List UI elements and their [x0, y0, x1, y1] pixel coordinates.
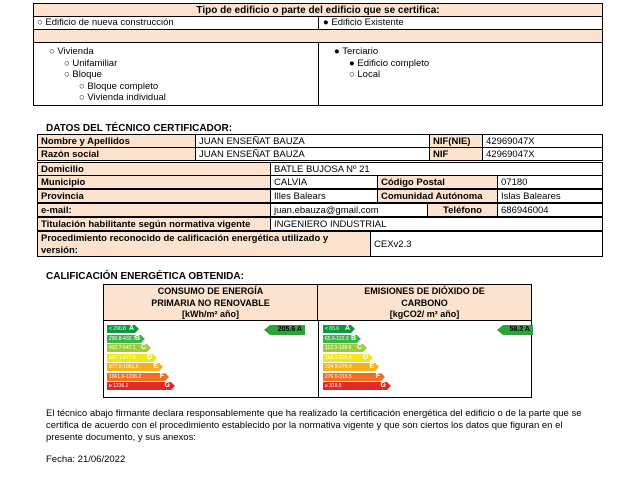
rating-table	[103, 284, 532, 398]
rating-band	[107, 335, 141, 343]
procedimiento-label-line2: versión:	[41, 245, 78, 256]
emisiones-scale	[323, 325, 530, 397]
rating-band	[323, 354, 369, 362]
rating-band-range: < 65.6	[325, 326, 340, 332]
rating-band-tip	[357, 335, 361, 343]
rating-band-range: 224.8-276.0	[325, 364, 352, 370]
rating-band-range: 877.0-1061.6	[109, 364, 139, 370]
option-item[interactable]: ○ Unifamiliar	[64, 57, 118, 69]
rating-band-range: 290.8-432.7	[109, 335, 136, 342]
rating-divider	[318, 321, 319, 397]
rating-band-letter: B	[350, 334, 356, 342]
razon-social-value: JUAN ENSEÑAT BAUZA	[195, 147, 430, 161]
rating-band	[323, 325, 351, 333]
rating-band-letter: D	[146, 353, 152, 361]
rating-band	[323, 382, 387, 390]
rating-band	[323, 344, 363, 352]
consumo-result-arrow: 205.6 A	[270, 325, 305, 335]
municipio-value: CALVIA	[270, 175, 378, 189]
emisiones-header-line1: EMISIONES DE DIÓXIDO DE	[364, 286, 485, 296]
rating-band-letter: F	[375, 372, 380, 380]
rating-band-range: 65.6-112.3	[325, 335, 349, 342]
rating-band	[107, 373, 165, 381]
nifnie-label: NIF(NIE)	[429, 134, 483, 148]
rating-band-range: 647.1-877.0	[109, 354, 136, 361]
declaration-line2: certifica de acuerdo con el procedimiento establecido por la normativa vigente y que son ciertos los datos que figuran en el	[46, 420, 563, 431]
comunidad-value: Islas Baleares	[497, 189, 603, 203]
declaration-date: Fecha: 21/06/2022	[46, 454, 126, 465]
rating-band-range: 276.0-318.5	[325, 373, 352, 380]
option-item[interactable]: ● Edificio completo	[349, 57, 430, 69]
rating-band-range: 1061.6-1236.2	[109, 373, 142, 380]
rating-band-letter: D	[362, 353, 368, 361]
rating-band-tip	[363, 344, 367, 352]
rating-section-title: CALIFICACIÓN ENERGÉTICA OBTENIDA:	[46, 271, 244, 282]
telefono-label: Teléfono	[427, 203, 498, 217]
titulacion-label: Titulación habilitante según normativa vigente	[37, 217, 271, 231]
rating-band-letter: C	[356, 344, 362, 351]
procedimiento-value: CEXv2.3	[370, 231, 603, 257]
municipio-label: Municipio	[37, 175, 271, 189]
titulacion-value: INGENIERO INDUSTRIAL	[270, 217, 603, 231]
nifnie-value: 42969047X	[482, 134, 603, 148]
option-item[interactable]: ○ Vivienda individual	[79, 92, 166, 103]
email-value: juan.ebauza@gmail.com	[270, 203, 428, 217]
consumo-header-line2: PRIMARIA NO RENOVABLE	[151, 297, 270, 308]
new-building-option[interactable]: ○ Edificio de nueva construcción	[37, 17, 174, 28]
rating-band-letter: F	[159, 372, 164, 380]
declaration-text	[46, 408, 626, 444]
rating-band	[323, 373, 381, 381]
rating-band-tip	[153, 354, 157, 362]
rating-band	[107, 344, 147, 352]
rating-band	[323, 363, 375, 371]
rating-band-letter: A	[344, 325, 350, 332]
declaration-line1: El técnico abajo firmante declara responsablemente que ha realizado la certificación energética del edificio o de la parte que se	[46, 408, 582, 419]
rating-band-tip	[375, 363, 379, 371]
rating-band-range: ≥ 318.5	[325, 383, 342, 389]
rating-band-range: 168.9-224.8	[325, 354, 352, 361]
rating-band-tip	[351, 325, 355, 333]
procedimiento-label	[37, 231, 371, 257]
razon-social-label: Razón social	[37, 147, 196, 161]
codigo-postal-value: 07180	[497, 175, 603, 189]
rating-band-letter: E	[153, 363, 158, 370]
building-spacer-band	[33, 29, 603, 43]
rating-band	[107, 325, 135, 333]
rating-band-tip	[135, 325, 139, 333]
existing-building-option[interactable]: ● Edificio Existente	[323, 17, 404, 28]
nif-value: 42969047X	[482, 147, 603, 161]
rating-band-tip	[141, 335, 145, 343]
rating-band	[107, 354, 153, 362]
building-type-row	[33, 16, 603, 30]
rating-band-tip	[171, 382, 175, 390]
divider	[318, 16, 319, 30]
rating-band	[107, 382, 171, 390]
rating-band-range: 112.3-168.9	[325, 345, 352, 351]
provincia-label: Provincia	[37, 189, 271, 203]
rating-band-tip	[369, 354, 373, 362]
email-label: e-mail:	[37, 203, 271, 217]
domicilio-label: Domicilio	[37, 162, 271, 176]
building-type-header: Tipo de edificio o parte del edificio que se certifica:	[33, 3, 603, 17]
rating-band-range: ≥ 1236.2	[109, 383, 129, 389]
consumo-scale	[107, 325, 307, 397]
rating-band-tip	[387, 382, 391, 390]
tertiary-options	[334, 46, 594, 81]
telefono-value: 686946004	[497, 203, 603, 217]
nif-label: NIF	[429, 147, 483, 161]
rating-band-letter: G	[380, 382, 386, 389]
rating-band-letter: E	[369, 363, 374, 370]
name-label: Nombre y Apellidos	[37, 134, 196, 148]
option-item[interactable]: ○ Local	[349, 69, 381, 80]
codigo-postal-label: Código Postal	[377, 175, 498, 189]
rating-band-tip	[147, 344, 151, 352]
rating-band-range: < 290.8	[109, 326, 126, 332]
comunidad-label: Comunidad Autónoma	[377, 189, 498, 203]
name-value: JUAN ENSEÑAT BAUZA	[195, 134, 430, 148]
emisiones-result-arrow: 58.2 A	[503, 325, 533, 335]
rating-band-tip	[165, 373, 169, 381]
emisiones-header-line3: [kgCO2/ m² año]	[389, 309, 460, 319]
consumo-header-line1: CONSUMO DE ENERGÍA	[157, 286, 264, 296]
technician-section-title: DATOS DEL TÉCNICO CERTIFICADOR:	[46, 123, 233, 134]
emisiones-header-line2: CARBONO	[401, 297, 448, 308]
provincia-value: Illes Balears	[270, 189, 378, 203]
building-subtypes-box	[33, 42, 603, 106]
rating-band-letter: A	[128, 325, 134, 332]
rating-band	[107, 363, 159, 371]
option-item[interactable]: ● Terciario	[334, 46, 379, 57]
rating-band-tip	[381, 373, 385, 381]
rating-band-range: 432.7-647.1	[109, 345, 136, 351]
rating-band-letter: C	[140, 344, 146, 351]
emisiones-header	[318, 285, 531, 321]
rating-band-letter: G	[164, 382, 170, 389]
procedimiento-label-line1: Procedimiento reconocido de calificación energética utilizado y	[41, 233, 329, 244]
residential-options	[49, 46, 309, 104]
option-item[interactable]: ○ Vivienda	[49, 46, 94, 57]
option-item[interactable]: ○ Bloque completo	[79, 80, 159, 92]
rating-band	[323, 335, 357, 343]
consumo-header-line3: [kWh/m² año]	[182, 309, 239, 319]
divider	[318, 43, 319, 105]
rating-band-letter: B	[134, 334, 140, 342]
option-item[interactable]: ○ Bloque	[64, 69, 102, 80]
domicilio-value: BATLE BUJOSA Nº 21	[270, 162, 603, 176]
rating-band-tip	[159, 363, 163, 371]
declaration-line3: presente documento, y sus anexos:	[46, 432, 196, 443]
consumo-header	[104, 285, 318, 321]
